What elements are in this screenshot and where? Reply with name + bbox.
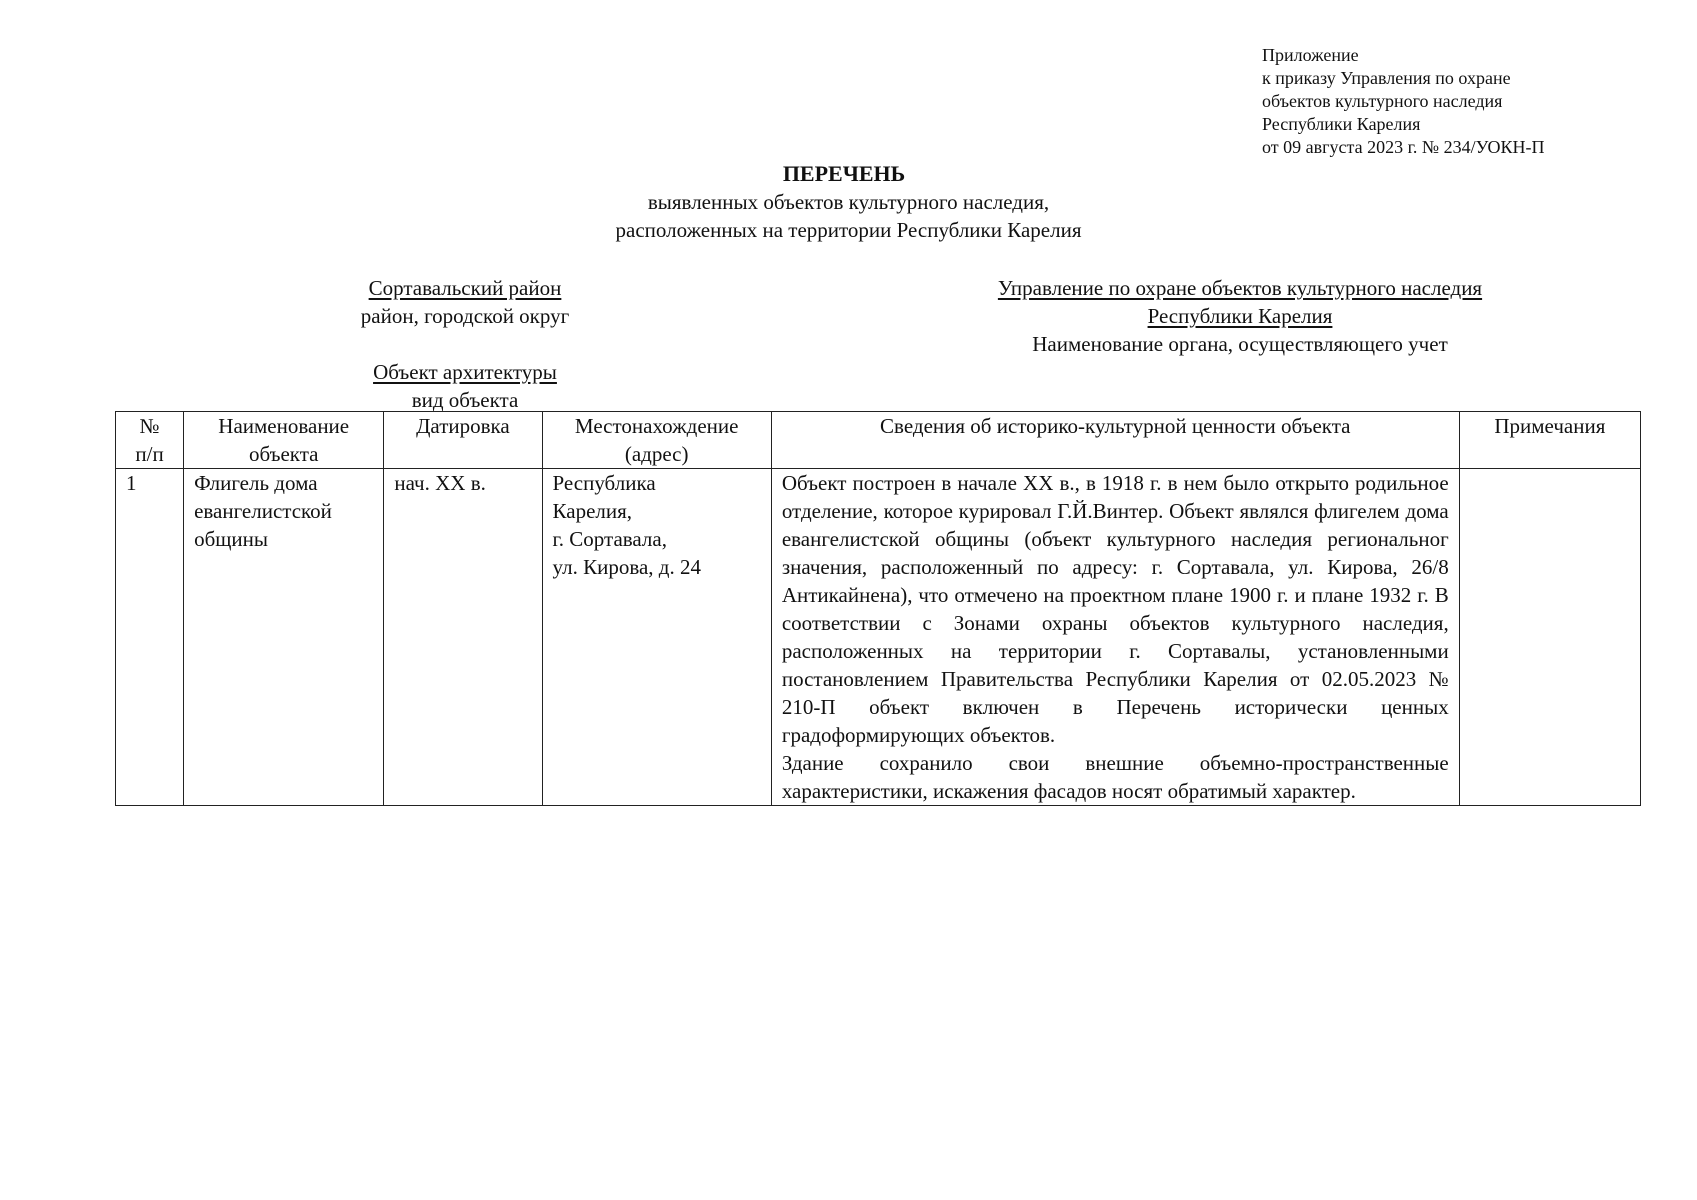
header-name: Наименование объекта [184,412,384,469]
cell-date: нач. XX в. [384,469,542,806]
value-paragraph: Здание сохранило свои внешние объемно-пространственные характеристики, искажения фасадов носят обратимый характер. [781,751,1449,803]
table-header-row [116,412,1641,469]
appendix-line: к приказу Управления по охране [1262,68,1511,88]
authority-value: Республики Карелия [1147,304,1333,328]
appendix-line: Республики Карелия [1262,114,1421,134]
cell-name: Флигель дома евангелистской общины [184,469,384,806]
header-location: Местонахождение (адрес) [542,412,771,469]
appendix-line: от 09 августа 2023 г. № 234/УОКН-П [1262,137,1545,157]
heritage-objects-table [115,411,1641,806]
authority-info [900,274,1580,358]
appendix-line: объектов культурного наследия [1262,91,1503,111]
appendix-note [1262,44,1544,159]
cell-historical-value [771,469,1459,806]
cell-notes [1459,469,1640,806]
document-title-block [0,160,1697,244]
district-value: Сортавальский район [368,276,562,300]
appendix-line: Приложение [1262,45,1359,65]
table-row [116,469,1641,806]
district-caption: район, городской округ [360,304,570,328]
authority-value: Управление по охране объектов культурного наследия [997,276,1483,300]
document-subtitle-line: выявленных объектов культурного наследия, [647,190,1050,214]
document-subtitle-line: расположенных на территории Республики Карелия [615,218,1082,242]
header-notes: Примечания [1459,412,1640,469]
cell-location: Республика Карелия, г. Сортавала, ул. Кирова, д. 24 [542,469,771,806]
cell-num: 1 [116,469,184,806]
header-date: Датировка [384,412,542,469]
header-num: № п/п [116,412,184,469]
authority-caption: Наименование органа, осуществляющего учет [1032,332,1448,356]
location-info [260,274,670,414]
document-title: ПЕРЕЧЕНЬ [782,161,906,186]
object-type-value: Объект архитектуры [373,360,557,384]
header-value: Сведения об историко-культурной ценности объекта [771,412,1459,469]
value-paragraph: Объект построен в начале XX в., в 1918 г. в нем было открыто родильное отделение, которое курировал Г.Й.Винтер. Объект являлся флигелем дома евангелистской общины (объект культурного наследия региональног значения, расположенный по адресу: г. Сортавала, ул. Кирова, 26/8 Антикайнена), что отмечено на проектном плане 1900 г. и плане 1932 г. В соответствии с Зонами охраны объектов культурного наследия, расположенных на территории г. Сортавалы, установленными постановлением Правительства Республики Карелия от 02.05.2023 № 210-П объект включен в Перечень исторически ценных градоформирующих объектов. [781,471,1449,747]
object-type-caption: вид объекта [411,388,519,412]
